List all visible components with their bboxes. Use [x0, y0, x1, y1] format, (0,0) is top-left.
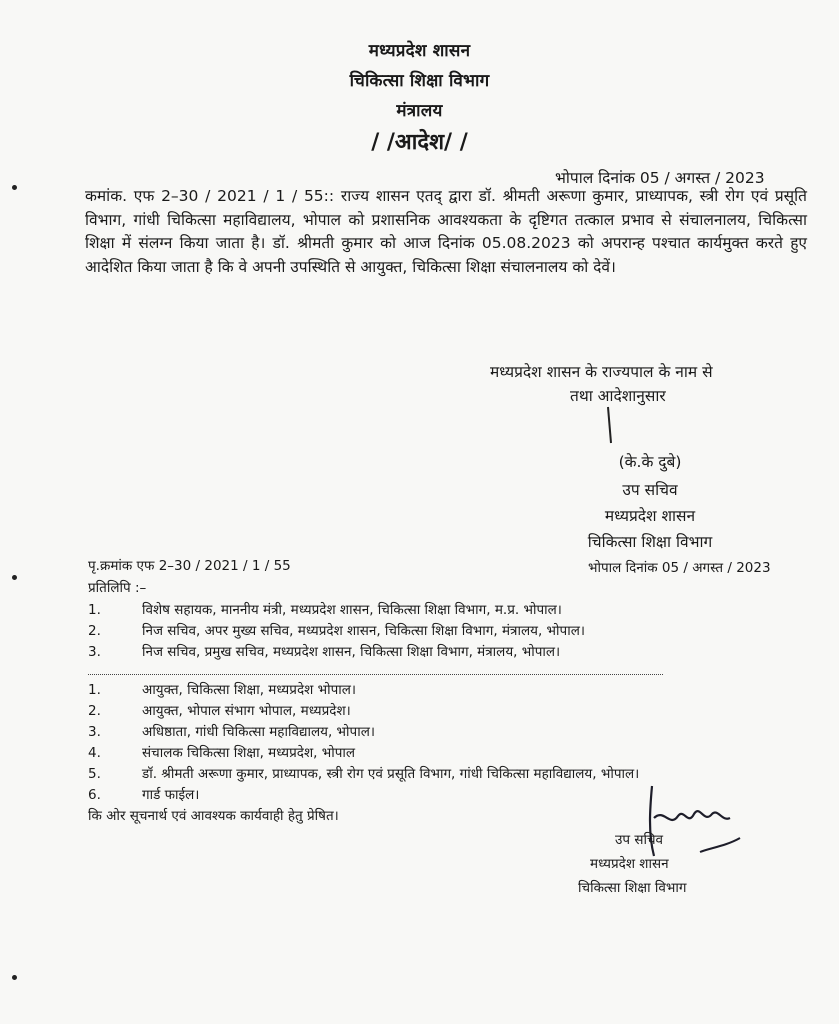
list-item: 4. संचालक चिकित्सा शिक्षा, मध्यप्रदेश, भोपाल — [88, 745, 356, 761]
order-title: / /आदेश/ / — [371, 130, 468, 155]
list-item: 3. अधिष्ठाता, गांधी चिकित्सा महाविद्यालय, भोपाल। — [88, 724, 375, 740]
list-item: 1. आयुक्त, चिकित्सा शिक्षा, मध्यप्रदेश भोपाल। — [88, 682, 357, 698]
signatory-dept: चिकित्सा शिक्षा विभाग — [587, 533, 713, 551]
closing-note: कि ओर सूचनार्थ एवं आवश्यक कार्यवाही हेतु प्रेषित। — [88, 808, 339, 824]
endorse-sign-govt: मध्यप्रदेश शासन — [590, 856, 669, 872]
authority-line-2: तथा आदेशानुसार — [570, 387, 666, 405]
list-item: 2. निज सचिव, अपर मुख्य सचिव, मध्यप्रदेश शासन, चिकित्सा शिक्षा विभाग, मंत्रालय, भोपाल। — [88, 623, 585, 639]
authority-line-1: मध्यप्रदेश शासन के राज्यपाल के नाम से — [490, 363, 713, 381]
signature-mark — [590, 405, 630, 445]
endorsement-ref: पृ.क्रमांक एफ 2–30 / 2021 / 1 / 55 — [88, 558, 291, 574]
order-date: भोपाल दिनांक 05 / अगस्त / 2023 — [555, 169, 765, 187]
copy-list-a — [88, 600, 808, 663]
list-item: 2. आयुक्त, भोपाल संभाग भोपाल, मध्यप्रदेश। — [88, 703, 351, 719]
header-ministry: मंत्रालय — [396, 101, 443, 121]
list-item: 1. विशेष सहायक, माननीय मंत्री, मध्यप्रदेश शासन, चिकित्सा शिक्षा विभाग, म.प्र. भोपाल। — [88, 602, 562, 618]
endorse-sign-dept: चिकित्सा शिक्षा विभाग — [578, 880, 687, 896]
endorse-sign-designation: उप सचिव — [615, 832, 664, 848]
header-govt: मध्यप्रदेश शासन — [368, 41, 471, 61]
margin-dot — [12, 575, 17, 580]
margin-dot — [12, 185, 17, 190]
list-item: 3. निज सचिव, प्रमुख सचिव, मध्यप्रदेश शासन, चिकित्सा शिक्षा विभाग, मंत्रालय, भोपाल। — [88, 644, 561, 660]
margin-dot — [12, 975, 17, 980]
signatory-name: (के.के दुबे) — [618, 453, 682, 471]
list-item: 5. डॉ. श्रीमती अरूणा कुमार, प्राध्यापक, स्त्री रोग एवं प्रसूति विभाग, गांधी चिकित्सा महाविद्यालय, भोपाल। — [88, 766, 640, 782]
order-body: कमांक. एफ 2–30 / 2021 / 1 / 55:: राज्य शासन एतद् द्वारा डॉ. श्रीमती अरूणा कुमार, प्राध्यापक, स्त्री रोग एवं प्रसूति विभाग, गांधी चिकित्सा महाविद्यालय, भोपाल को प्रशासनिक आवश्यकता के दृष्टिगत तत्काल प्रभाव से संचालनालय, चिकित्सा शिक्षा में संलग्न किया जाता है। डॉ. श्रीमती कुमार को आज दिनांक 05.08.2023 को अपरान्ह पश्चात कार्यमुक्त करते हुए आदेशित किया जाता है कि वे अपनी उपस्थिति से आयुक्त, चिकित्सा शिक्षा संचालनालय को देवें। — [85, 187, 807, 276]
copy-label: प्रतिलिपि :– — [88, 580, 147, 596]
signatory-designation: उप सचिव — [622, 481, 678, 499]
dotted-divider — [88, 674, 663, 675]
header-dept: चिकित्सा शिक्षा विभाग — [349, 71, 490, 91]
signatory-govt: मध्यप्रदेश शासन — [604, 507, 696, 525]
list-item: 6. गार्ड फाईल। — [88, 787, 200, 803]
endorsement-date: भोपाल दिनांक 05 / अगस्त / 2023 — [588, 560, 771, 576]
